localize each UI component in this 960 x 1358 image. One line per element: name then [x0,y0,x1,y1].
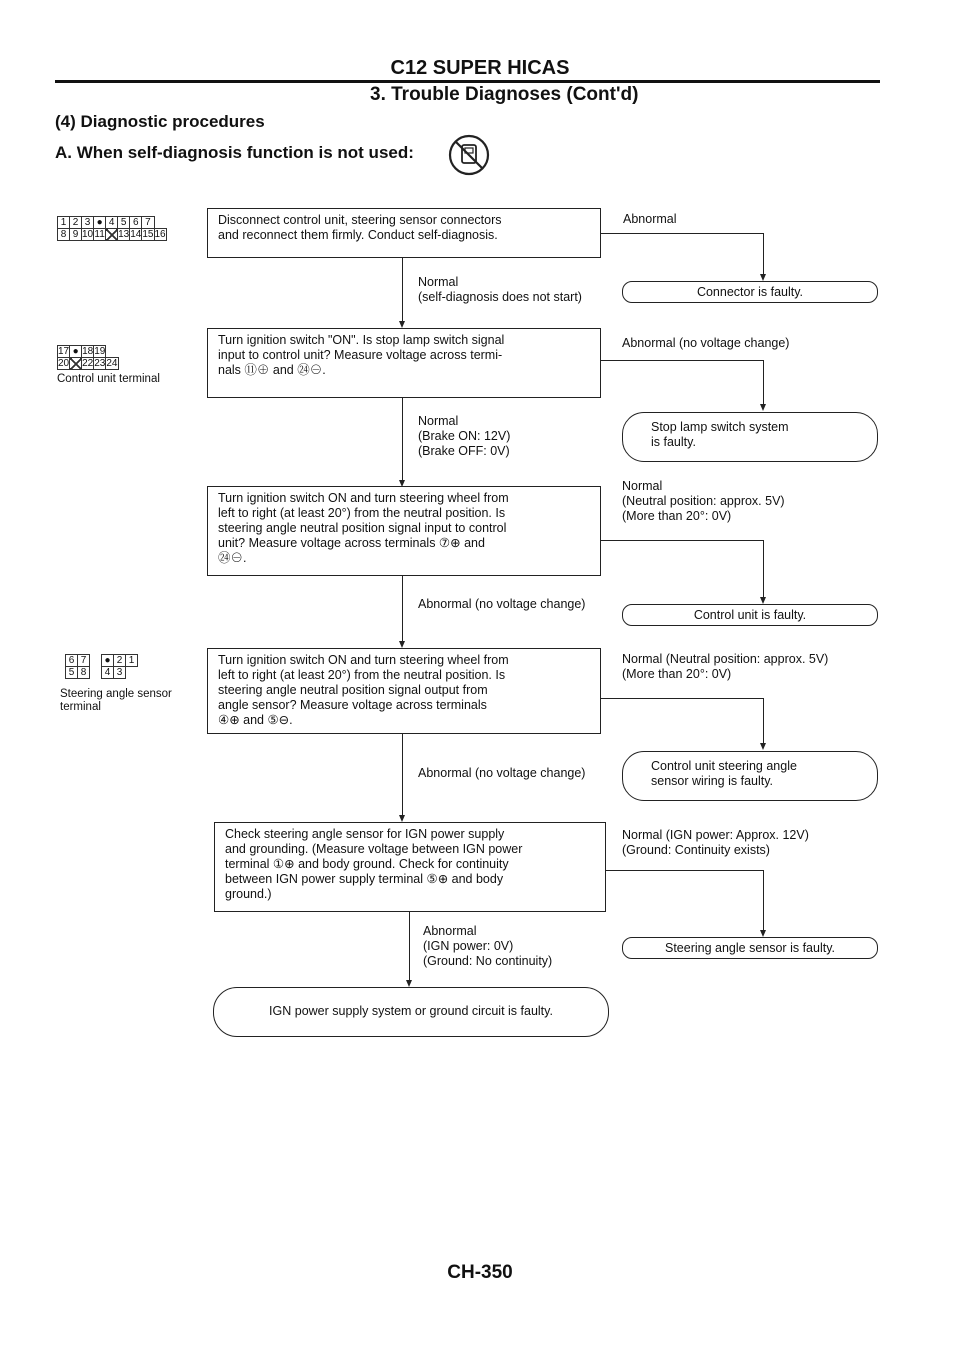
step-3-abnormal-label: Abnormal (no voltage change) [418,597,586,611]
connector-line [601,360,763,361]
step-4-abnormal-label: Abnormal (no voltage change) [418,766,586,780]
arrow-down-icon [399,815,405,822]
step-5-abnormal-label: Abnormal (IGN power: 0V) (Ground: No continuity) [423,924,553,968]
result-ign-power-faulty: IGN power supply system or ground circuit is faulty. [213,987,609,1037]
connector-line [601,698,763,699]
result-control-unit-faulty: Control unit is faulty. [622,604,878,626]
connector-line [763,233,764,274]
steering-sensor-connector: 6 7 ● 2 1 5 8 4 3 [65,654,138,679]
control-unit-connector-a: 1 2 3 ● 4 5 6 7 8 9 10 11 13 14 15 16 [57,216,167,241]
result-sensor-wiring-faulty: Control unit steering angle sensor wiring is faulty. [622,751,878,801]
page-title: C12 SUPER HICAS [390,57,570,79]
header-rule [55,80,880,83]
connector-line [402,258,403,321]
step-1-normal-label: Normal (self-diagnosis does not start) [418,275,582,304]
connector-line [402,576,403,641]
step-2-normal-label: Normal (Brake ON: 12V) (Brake OFF: 0V) [418,414,511,458]
arrow-down-icon [406,980,412,987]
control-unit-terminal-label: Control unit terminal [57,373,160,385]
arrow-down-icon [399,321,405,328]
step-4-box: Turn ignition switch ON and turn steering wheel from left to right (at least 20°) from the neutral position. Is steering angle neutral position signal output from angle sensor? Measure voltage across terminals ④⊕ and ⑤⊖. [207,648,601,734]
connector-line [601,233,763,234]
step-3-normal-label: Normal (Neutral position: approx. 5V) (More than 20°: 0V) [622,479,785,523]
connector-line [763,698,764,743]
step-1-abnormal-label: Abnormal [623,212,677,226]
connector-line [601,540,763,541]
connector-line [409,912,410,980]
arrow-down-icon [760,597,766,604]
step-5-normal-label: Normal (IGN power: Approx. 12V) (Ground: Continuity exists) [622,828,809,857]
page-number: CH-350 [447,1262,513,1283]
result-sensor-faulty: Steering angle sensor is faulty. [622,937,878,959]
connector-line [763,870,764,930]
step-4-normal-label: Normal (Neutral position: approx. 5V) (More than 20°: 0V) [622,652,829,681]
connector-line [606,870,763,871]
arrow-down-icon [760,274,766,281]
step-2-box: Turn ignition switch "ON". Is stop lamp switch signal input to control unit? Measure voltage across termi- nals ⑪⊕ and ㉔⊖. [207,328,601,398]
result-stop-lamp-faulty: Stop lamp switch system is faulty. [622,412,878,462]
step-5-box: Check steering angle sensor for IGN power supply and grounding. (Measure voltage between IGN power terminal ①⊕ and body ground. Check for continuity between IGN power supply terminal ⑤⊕ and body ground.) [214,822,606,912]
arrow-down-icon [760,404,766,411]
connector-line [763,360,764,404]
connector-line [402,398,403,480]
section-subheading: A. When self-diagnosis function is not used: [55,143,414,162]
page-subtitle: 3. Trouble Diagnoses (Cont'd) [370,84,639,105]
control-unit-connector-b: 17 ● 18 19 20 22 23 24 [58,346,118,369]
connector-line [763,540,764,597]
arrow-down-icon [760,930,766,937]
connector-line [402,734,403,815]
no-diagnosis-icon [447,133,491,177]
arrow-down-icon [760,743,766,750]
arrow-down-icon [399,641,405,648]
result-connector-faulty: Connector is faulty. [622,281,878,303]
step-2-abnormal-label: Abnormal (no voltage change) [622,336,790,350]
step-1-box: Disconnect control unit, steering sensor connectors and reconnect them firmly. Conduct self-diagnosis. [207,208,601,258]
steering-sensor-terminal-label: Steering angle sensor terminal [60,688,172,713]
section-heading: (4) Diagnostic procedures [55,112,265,131]
step-3-box: Turn ignition switch ON and turn steering wheel from left to right (at least 20°) from the neutral position. Is steering angle neutral position signal input to control unit? Measure voltage across terminals ⑦⊕ and ㉔⊖. [207,486,601,576]
